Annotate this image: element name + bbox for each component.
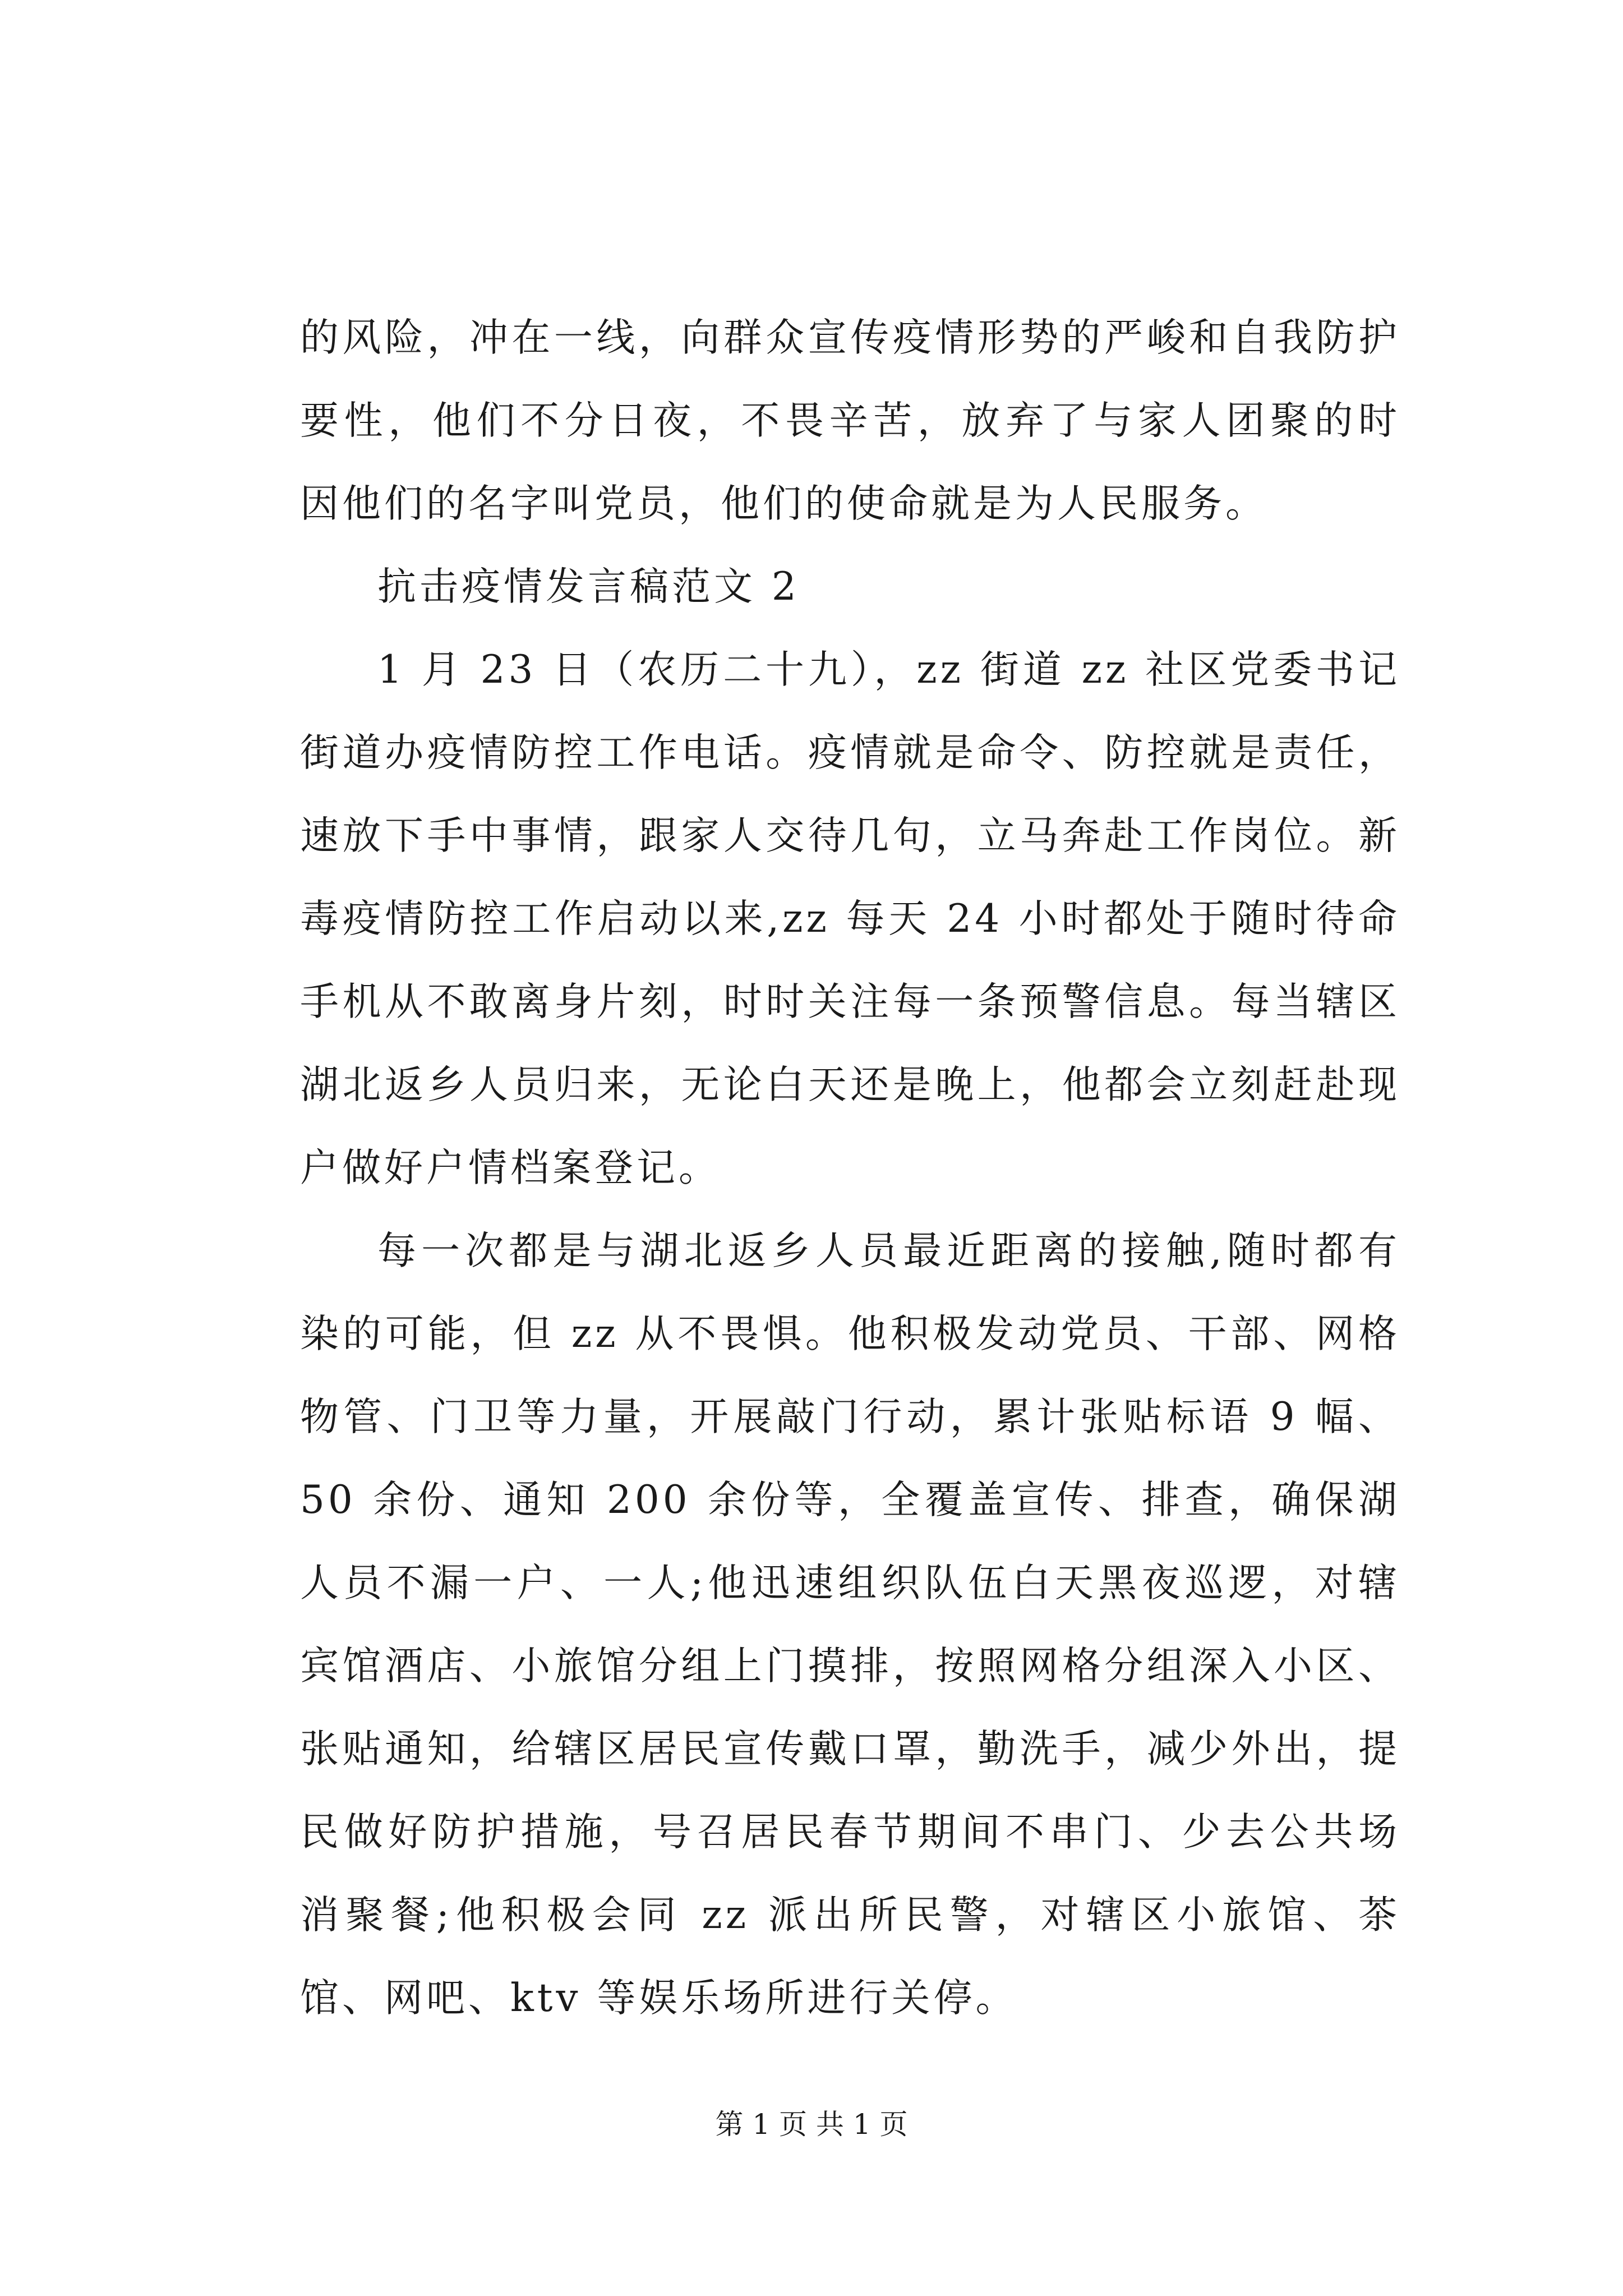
paragraph-line: 染的可能，但 zz 从不畏惧。他积极发动党员、干部、网格 — [300, 1312, 1400, 1356]
section-heading: 抗击疫情发言稿范文 2 — [377, 564, 800, 609]
paragraph-line: 50 余份、通知 200 余份等，全覆盖宣传、排查，确保湖 — [300, 1478, 1400, 1522]
paragraph-line: 户做好户情档案登记。 — [300, 1145, 721, 1190]
paragraph-line: 宾馆酒店、小旅馆分组上门摸排，按照网格分组深入小区、 — [300, 1644, 1400, 1688]
paragraph-line: 人员不漏一户、一人;他迅速组织队伍白天黑夜巡逻，对辖 — [300, 1561, 1400, 1605]
paragraph-line: 每一次都是与湖北返乡人员最近距离的接触,随时都有 — [377, 1228, 1400, 1273]
paragraph-line: 因他们的名字叫党员，他们的使命就是为人民服务。 — [300, 481, 1267, 526]
paragraph-line: 速放下手中事情，跟家人交待几句，立马奔赴工作岗位。新 — [300, 813, 1400, 858]
paragraph-line: 民做好防护措施，号召居民春节期间不串门、少去公共场 — [300, 1810, 1400, 1855]
paragraph-line: 要性，他们不分日夜，不畏辛苦，放弃了与家人团聚的时 — [300, 398, 1400, 443]
paragraph-line: 馆、网吧、ktv 等娱乐场所进行关停。 — [300, 1976, 1018, 2021]
paragraph-line: 物管、门卫等力量，开展敲门行动，累计张贴标语 9 幅、 — [300, 1395, 1400, 1439]
page-footer: 第 1 页 共 1 页 — [715, 2108, 908, 2141]
paragraph-line: 消聚餐;他积极会同 zz 派出所民警，对辖区小旅馆、茶 — [300, 1893, 1400, 1938]
paragraph-line: 1 月 23 日（农历二十九），zz 街道 zz 社区党委书记 — [377, 647, 1400, 692]
paragraph-line: 湖北返乡人员归来，无论白天还是晚上，他都会立刻赶赴现 — [300, 1062, 1400, 1107]
paragraph-line: 的风险，冲在一线，向群众宣传疫情形势的严峻和自我防护 — [300, 315, 1400, 360]
paragraph-line: 手机从不敢离身片刻，时时关注每一条预警信息。每当辖区 — [300, 979, 1400, 1024]
paragraph-line: 张贴通知，给辖区居民宣传戴口罩，勤洗手，减少外出，提 — [300, 1727, 1400, 1772]
paragraph-line: 街道办疫情防控工作电话。疫情就是命令、防控就是责任， — [300, 730, 1400, 775]
paragraph-line: 毒疫情防控工作启动以来,zz 每天 24 小时都处于随时待命 — [300, 896, 1400, 941]
